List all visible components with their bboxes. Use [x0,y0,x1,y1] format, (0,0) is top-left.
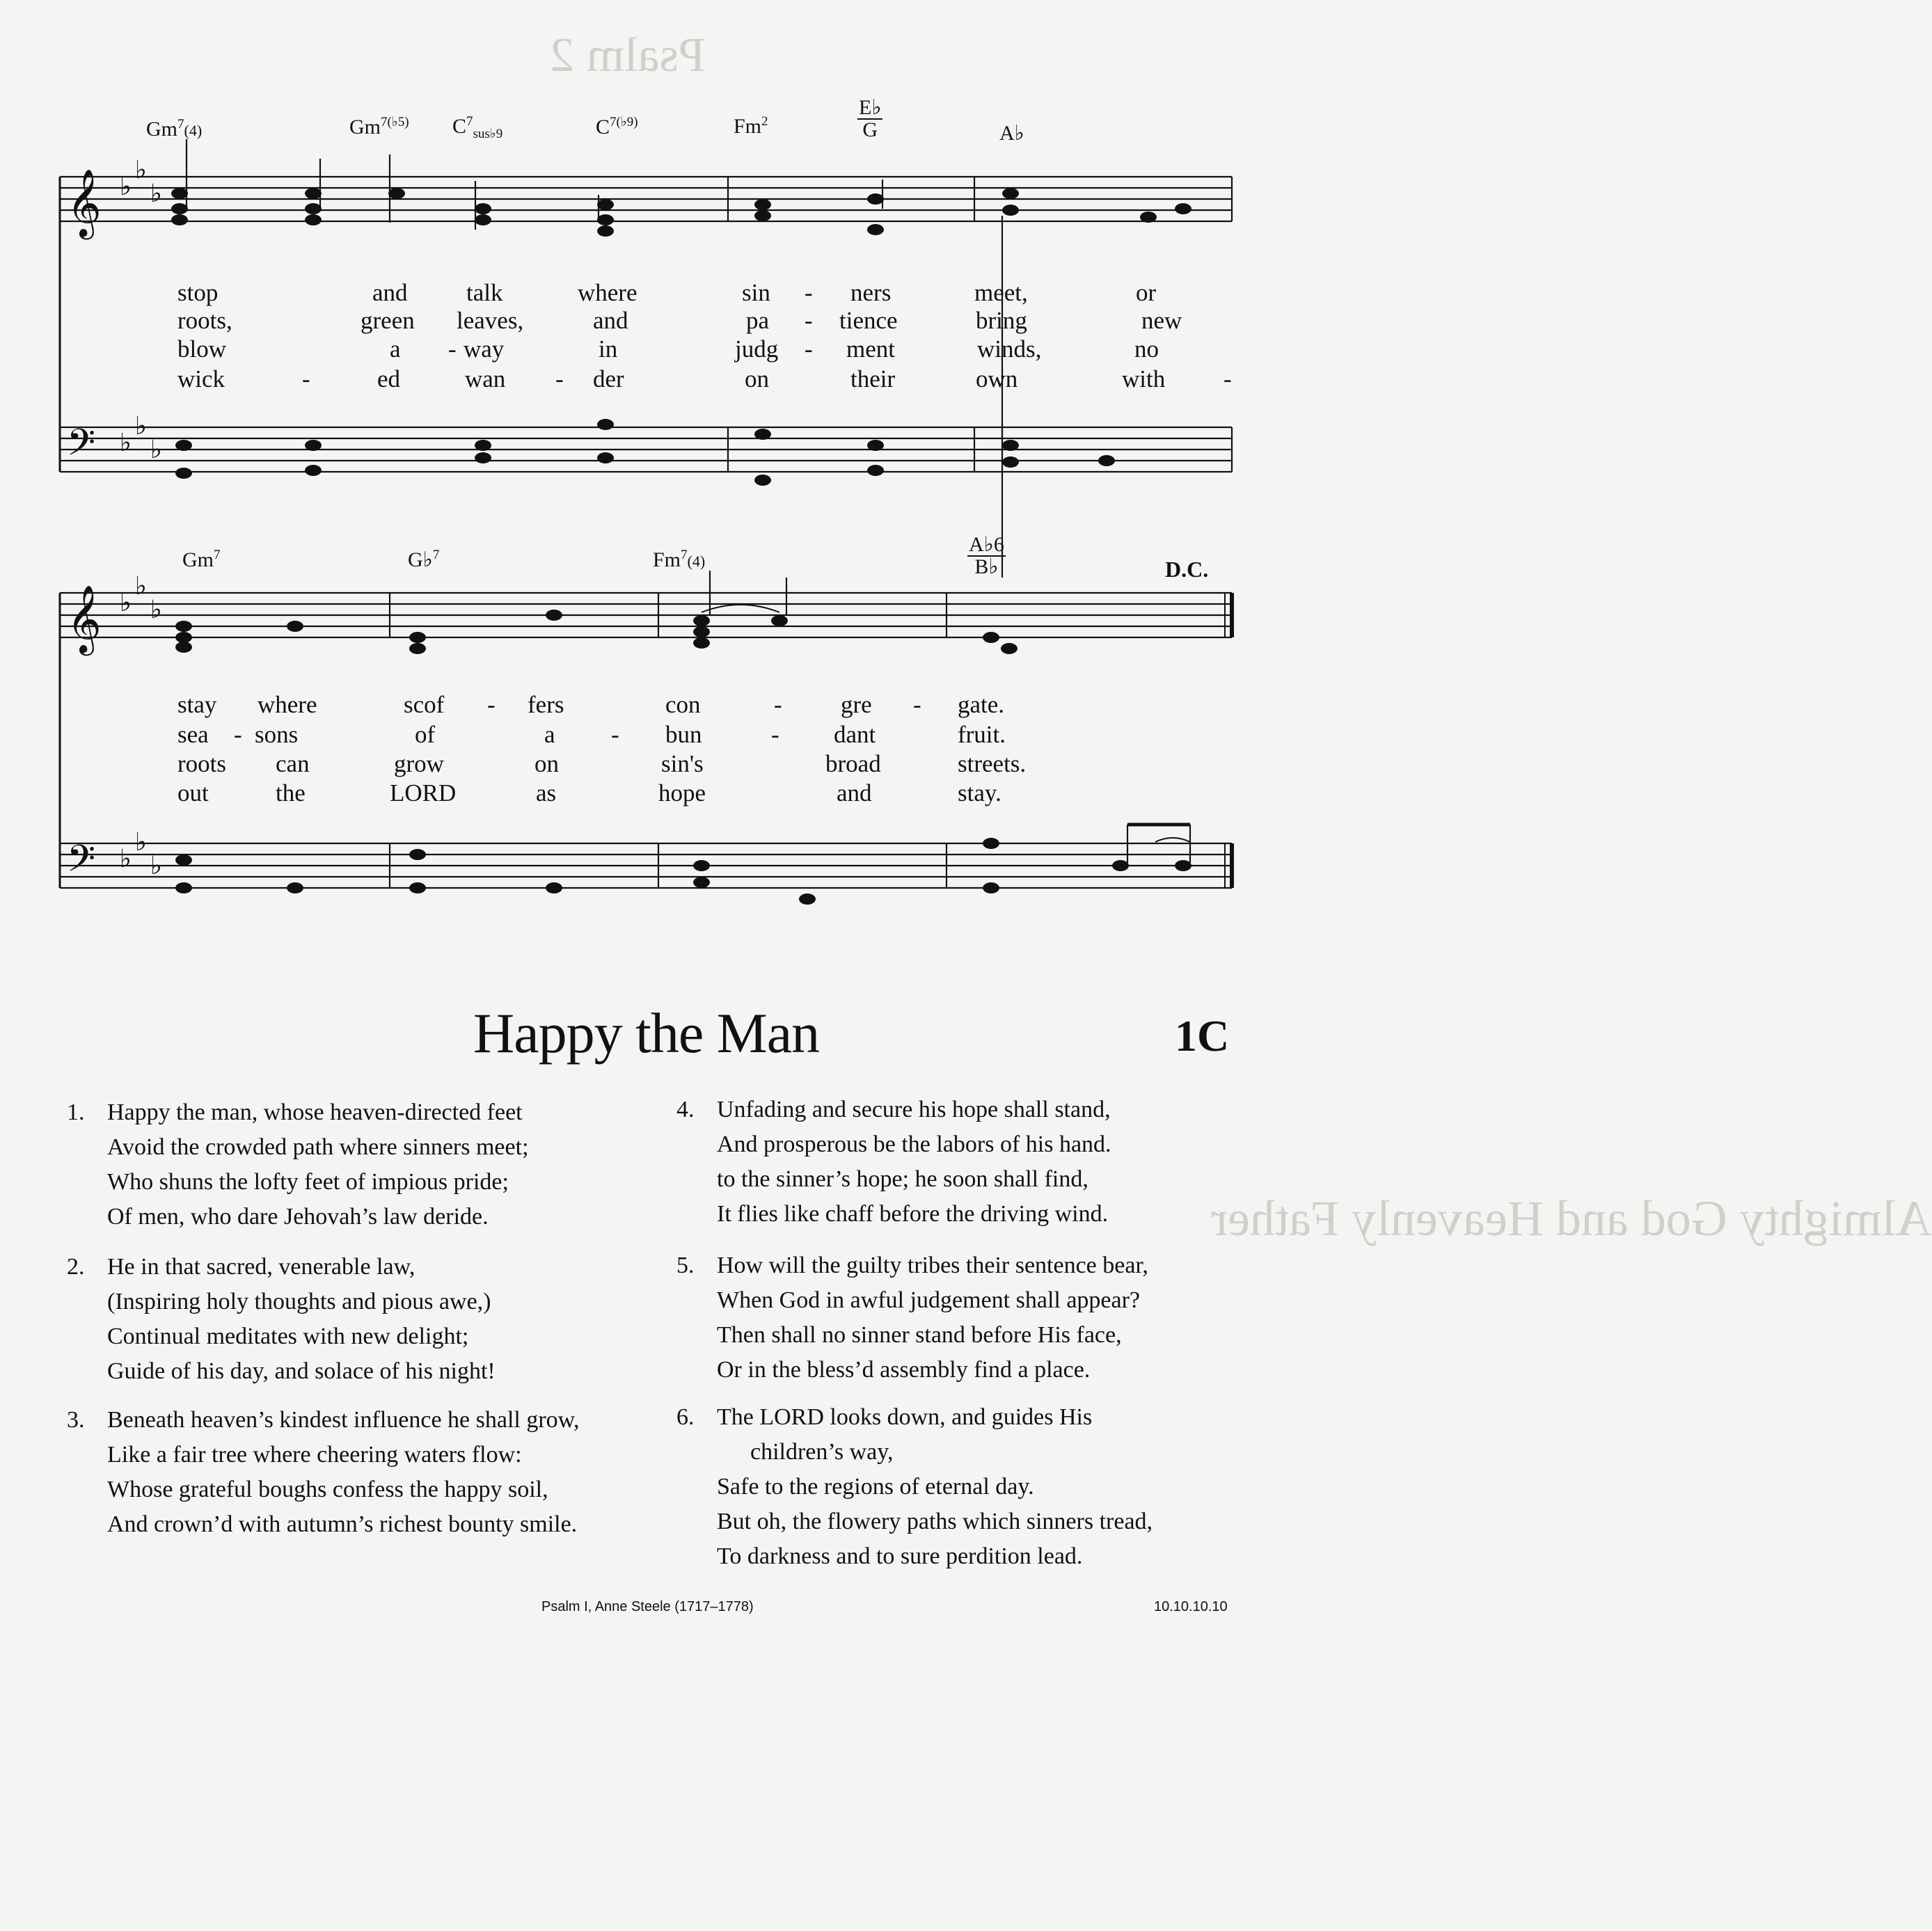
treble-clef-icon: 𝄞 [67,585,102,653]
chord-symbol: $C^7_{sus♭9}$ [452,114,503,141]
lyric-syllable: - [487,691,496,718]
lyric-syllable: meet, [974,279,1028,306]
lyric-syllable: ment [846,335,895,363]
lyric-syllable: - [805,279,813,306]
lyric-syllable: bun [665,721,702,748]
lyric-syllable: - [774,691,782,718]
lyric-syllable: on [535,750,559,777]
svg-text:♭: ♭ [120,173,132,201]
lyric-syllable: - [805,335,813,363]
chord-symbol: $C^{7(♭9)}$ [596,115,638,138]
chord-symbol: A♭ [999,122,1024,145]
lyric-syllable: roots [177,750,226,777]
lyric-syllable: talk [466,279,503,306]
hymn-number: 1C [1175,1011,1230,1060]
verse-1: 1. Happy the man, whose heaven-directed feet Avoid the crowded path where sinners meet; Who shuns the lofty feet of impious pride; Of men, who dare Jehovah’s law deride. [67,1099,529,1230]
svg-text:♭: ♭ [150,436,162,464]
bass-staff-1 [60,427,1232,472]
lyric-syllable: of [415,721,436,748]
bass-staff-2 [60,843,1232,888]
lyric-syllable: own [976,365,1018,392]
svg-text:♭: ♭ [135,412,147,440]
svg-text:♭: ♭ [120,589,132,617]
lyric-syllable: out [177,779,209,806]
lyric-syllable: roots, [177,307,232,334]
verse-5: 5. How will the guilty tribes their sentence bear, When God in awful judgement shall appear? Then shall no sinner stand before His face, Or in the bless’d assembly find a place. [676,1253,1148,1383]
svg-text:♭: ♭ [150,852,162,880]
lyric-syllable: or [1136,279,1157,306]
lyric-syllable: with [1122,365,1166,392]
lyric-syllable: their [850,365,896,392]
lyric-syllable: stop [177,279,219,306]
bleed-through-text: Psalm 2 [550,29,706,82]
chord-symbol: Gm$^7$(4) [146,117,203,141]
lyric-syllable: wick [177,365,225,392]
lyric-syllable: new [1141,307,1182,334]
svg-text:♭: ♭ [120,845,132,873]
svg-text:♭: ♭ [120,429,132,457]
da-capo-mark: D.C. [1165,557,1209,582]
lyric-syllable: the [276,779,306,806]
lyric-syllable: no [1134,335,1159,363]
treble-staff-2 [60,593,1232,637]
lyric-syllable: pa [746,307,770,334]
svg-text:♭: ♭ [135,572,147,601]
lyric-syllable: con [665,691,701,718]
lyric-syllable: gate. [958,691,1005,718]
lyric-syllable: a [390,335,401,363]
lyric-syllable: and [372,279,408,306]
lyric-syllable: scof [404,691,445,718]
lyric-syllable: sin [742,279,770,306]
lyric-syllable: and [837,779,872,806]
svg-text:♭: ♭ [150,180,162,208]
lyric-syllable: streets. [958,750,1027,777]
chord-symbol: Fm$^2$ [734,114,768,138]
lyric-syllable: - [913,691,921,718]
bleed-through-text: Almighty God and Heavenly Father [1211,1191,1932,1246]
lyric-syllable: LORD [390,779,457,806]
bass-clef-icon: 𝄢 [67,422,96,473]
lyric-syllable: - [448,335,457,363]
hymn-title: Happy the Man [473,1001,820,1065]
lyric-syllable: gre [841,691,872,718]
lyric-syllable: and [593,307,628,334]
chord-symbol: $\frac{A♭6}{B♭}$ [969,533,1004,578]
lyric-syllable: ners [850,279,892,306]
treble-clef-icon: 𝄞 [67,168,102,237]
lyric-syllable: bring [976,307,1027,334]
lyric-syllable: as [536,779,557,806]
verse-2: 2. He in that sacred, venerable law, (Inspiring holy thoughts and pious awe,) Continual meditates with new delight; Guide of his day, and solace of his night! [67,1254,496,1384]
lyric-syllable: der [593,365,624,392]
lyric-syllable: wan [465,365,506,392]
lyric-syllable: - [1224,365,1232,392]
verse-3: 3. Beneath heaven’s kindest influence he shall grow, Like a fair tree where cheering waters flow: Whose grateful boughs confess the happy soil, And crown’d with autumn’s richest bounty smile. [67,1407,580,1537]
chord-symbol: $Gm^{7(♭5)}$ [349,115,409,138]
lyric-syllable: can [276,750,310,777]
lyric-syllable: judg [735,335,779,363]
lyric-syllable: - [234,721,242,748]
bass-clef-icon: 𝄢 [67,838,96,889]
lyric-syllable: - [611,721,619,748]
lyric-syllable: green [361,307,415,334]
lyric-syllable: ed [377,365,401,392]
svg-text:♭: ♭ [135,156,147,184]
lyric-syllable: tience [839,307,898,334]
lyric-syllable: a [544,721,555,748]
lyric-syllable: broad [825,750,881,777]
lyric-syllable: leaves, [457,307,524,334]
svg-text:♭: ♭ [135,828,147,857]
lyric-syllable: fruit. [958,721,1006,748]
lyric-syllable: way [464,335,505,363]
lyric-syllable: in [599,335,618,363]
chord-symbol: Fm$^7$(4) [653,548,706,571]
lyric-syllable: sea [177,721,209,748]
lyric-syllable: on [745,365,769,392]
lyric-syllable: grow [394,750,444,777]
lyric-syllable: fers [528,691,564,718]
lyric-syllable: - [771,721,779,748]
verse-6: 6. The LORD looks down, and guides His children’s way, Safe to the regions of eternal day. But oh, the flowery paths which sinners tread, To darkness and to sure perdition lead. [676,1404,1153,1569]
lyric-syllable: stay [177,691,217,718]
lyric-syllable: winds, [977,335,1042,363]
lyric-syllable: stay. [958,779,1001,806]
meter-label: 10.10.10.10 [1154,1599,1228,1614]
lyric-syllable: hope [658,779,706,806]
lyric-syllable: - [805,307,813,334]
credit-line: Psalm I, Anne Steele (1717–1778) [541,1599,754,1614]
lyric-syllable: dant [834,721,876,748]
svg-text:♭: ♭ [150,596,162,624]
treble-staff-1 [60,177,1232,221]
lyric-syllable: sin's [661,750,704,777]
lyric-syllable: sons [255,721,299,748]
lyric-syllable: blow [177,335,226,363]
chord-symbol: $\frac{E♭}{G}$ [859,96,882,141]
lyric-syllable: where [578,279,638,306]
verse-4: 4. Unfading and secure his hope shall stand, And prosperous be the labors of his hand. to the sinner’s hope; he soon shall find, It flies like chaff before the driving wind. [676,1097,1111,1227]
chord-symbol: Gm$^7$ [182,548,221,571]
lyric-syllable: - [555,365,564,392]
lyric-syllable: where [258,691,317,718]
lyric-syllable: - [302,365,310,392]
chord-symbol: G♭$^7$ [408,548,440,571]
